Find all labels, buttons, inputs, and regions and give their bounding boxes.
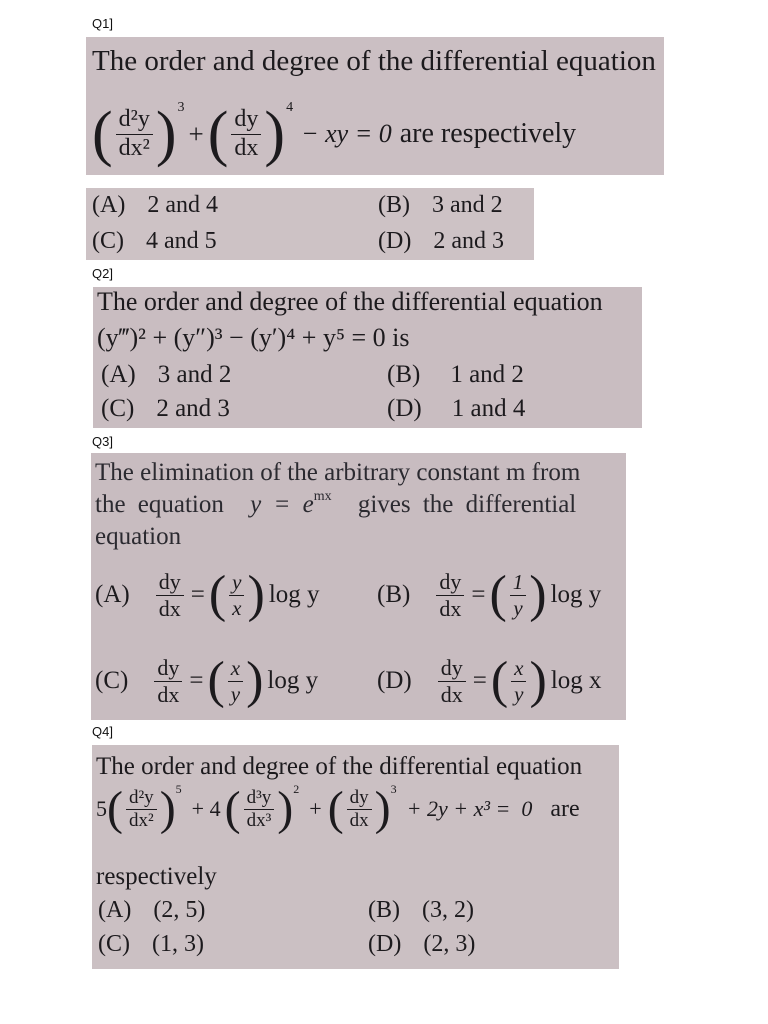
question-photo-q4: [92, 745, 619, 969]
paren-open: (: [207, 100, 229, 168]
equation-tail: are respectively: [399, 118, 577, 149]
option-d[interactable]: [387, 395, 525, 423]
option-a[interactable]: [98, 897, 205, 924]
equals-sign: =: [472, 667, 487, 694]
fraction-denominator: dx: [158, 595, 181, 621]
fraction-numerator: y: [229, 571, 244, 595]
option-label: (D): [378, 228, 412, 254]
equation-rest: − xy = 0: [301, 119, 392, 148]
option-label: (C): [98, 931, 130, 957]
option-value: 3 and 2: [157, 361, 232, 388]
fraction-numerator: d²y: [126, 788, 157, 810]
fraction-denominator: dx: [439, 595, 462, 621]
fraction-denominator: x: [232, 595, 242, 620]
option-d[interactable]: [368, 931, 475, 958]
question-text: The order and degree of the differential equation: [92, 45, 656, 77]
text-fragment: gives the differential: [357, 491, 577, 518]
option-d[interactable]: [378, 228, 504, 255]
fraction-denominator: dx²: [118, 134, 150, 161]
option-label: (D): [377, 667, 412, 694]
option-log: log x: [550, 667, 602, 694]
equation-rest: + 2y + x³ = 0: [406, 796, 533, 821]
equals-sign: =: [190, 581, 205, 608]
option-label: (C): [95, 667, 129, 694]
option-value: (1, 3): [152, 931, 204, 957]
option-label: (C): [101, 395, 135, 422]
fraction-denominator: dx: [349, 809, 369, 831]
fraction-denominator: dx²: [128, 809, 154, 831]
option-a[interactable]: (A) $\frac{dy}{dx}$ = ( $\frac{y}{x}$ ) log y: [95, 566, 320, 623]
paren-open: (: [92, 100, 113, 168]
fraction-numerator: d²y: [116, 107, 153, 134]
option-value: (3, 2): [422, 897, 474, 923]
option-value: 1 and 2: [450, 361, 524, 388]
question-equation: (y‴)² + (y″)³ − (y′)⁴ + y⁵ = 0 is: [97, 323, 410, 352]
option-label: (D): [368, 931, 402, 957]
option-c[interactable]: (C) $\frac{dy}{dx}$ = ( $\frac{x}{y}$ ) log y: [95, 652, 319, 709]
text-fragment: the equation: [95, 491, 224, 518]
option-label: (A): [95, 581, 130, 608]
option-label: (A): [92, 192, 126, 218]
question-label-q3: Q3]: [92, 434, 113, 449]
option-value: 3 and 2: [432, 192, 503, 218]
equals-sign: =: [471, 581, 486, 608]
option-a[interactable]: [101, 361, 231, 389]
question-photo-q3: [91, 453, 626, 720]
option-label: (C): [92, 228, 124, 254]
fraction-numerator: dy: [154, 656, 182, 681]
option-label: (B): [377, 581, 411, 608]
option-log: log y: [267, 667, 319, 694]
option-value: 2 and 3: [433, 228, 504, 254]
option-label: (B): [387, 361, 421, 388]
fraction-numerator: dy: [156, 570, 184, 595]
question-text: The order and degree of the differential equation: [97, 287, 603, 316]
exponent: 3: [177, 100, 185, 115]
option-value: 2 and 3: [156, 395, 230, 422]
option-value: 2 and 4: [147, 192, 218, 218]
option-d[interactable]: (D) $\frac{dy}{dx}$ = ( $\frac{x}{y}$ ) log x: [377, 652, 602, 709]
question-photo-q1: [86, 37, 664, 183]
coefficient: 5: [96, 796, 107, 821]
fraction-numerator: dy: [436, 570, 464, 595]
fraction-numerator: d³y: [244, 788, 275, 810]
exponent: 4: [286, 100, 294, 115]
exponent: 3: [390, 781, 397, 796]
question-equation: 5 ( $\frac{\text{d²y}}{\text{dx²}}$ ) 5 + 4 ( $\frac{\text{d³y}}{\text{dx³}}$ ) 2 + ( $\frac{dy}{dx}$ ) 3 + 2y + x³ = 0 are: [96, 781, 580, 835]
fraction-denominator: y: [513, 595, 523, 620]
fraction-numerator: x: [511, 657, 526, 681]
option-value: (2, 3): [423, 931, 476, 957]
option-b[interactable]: (B) $\frac{dy}{dx}$ = ( $\frac{1}{y}$ ) log y: [377, 566, 602, 623]
option-log: log y: [268, 581, 320, 608]
question-text-line2: [95, 491, 576, 519]
fraction-denominator: dx³: [246, 809, 272, 831]
option-log: log y: [550, 581, 602, 608]
option-label: (A): [98, 897, 132, 923]
option-a[interactable]: [92, 192, 218, 219]
fraction-numerator: dy: [347, 788, 372, 810]
fraction-denominator: dx: [234, 134, 259, 161]
fraction-denominator: dx: [440, 681, 463, 707]
question-label-q4: Q4]: [92, 724, 113, 739]
option-b[interactable]: [387, 361, 524, 389]
question-label-q2: Q2]: [92, 266, 113, 281]
option-label: (B): [368, 897, 400, 923]
question-text: The elimination of the arbitrary constant m from: [95, 459, 581, 486]
equation-tail: are: [550, 795, 580, 822]
fraction-denominator: dx: [157, 681, 180, 707]
operator: + 4: [191, 796, 221, 821]
option-b[interactable]: [378, 192, 503, 219]
option-label: (D): [387, 395, 422, 422]
option-value: 1 and 4: [451, 395, 526, 422]
fraction-numerator: dy: [231, 107, 261, 134]
option-label: (B): [378, 192, 410, 218]
question-text: The order and degree of the differential equation: [96, 753, 583, 780]
fraction-numerator: dy: [438, 656, 466, 681]
question-text-line3: equation: [95, 523, 182, 550]
question-photo-q2: [93, 287, 642, 428]
equals-sign: =: [189, 667, 204, 694]
option-label: (A): [101, 361, 136, 388]
paren-close: ): [264, 100, 286, 168]
exponent: 2: [293, 781, 300, 796]
question-equation: [92, 100, 577, 168]
operator: +: [309, 796, 322, 821]
exponent: 5: [175, 781, 182, 796]
equation-inline: y = e: [250, 491, 314, 518]
option-value: (2, 5): [153, 897, 206, 923]
option-c[interactable]: [101, 395, 230, 423]
plus-sign: +: [188, 118, 204, 149]
option-c[interactable]: [98, 931, 204, 958]
fraction-denominator: y: [230, 681, 241, 706]
fraction-numerator: 1: [510, 571, 527, 595]
options-photo-q1: [86, 188, 534, 260]
fraction-numerator: x: [228, 657, 243, 681]
option-c[interactable]: [92, 228, 217, 255]
question-label-q1: Q1]: [92, 16, 113, 31]
exponent: mx: [313, 489, 332, 504]
question-text-line3: respectively: [96, 863, 217, 890]
option-b[interactable]: [368, 897, 474, 924]
option-value: 4 and 5: [146, 228, 217, 254]
paren-close: ): [155, 100, 177, 168]
fraction-denominator: y: [514, 681, 524, 706]
